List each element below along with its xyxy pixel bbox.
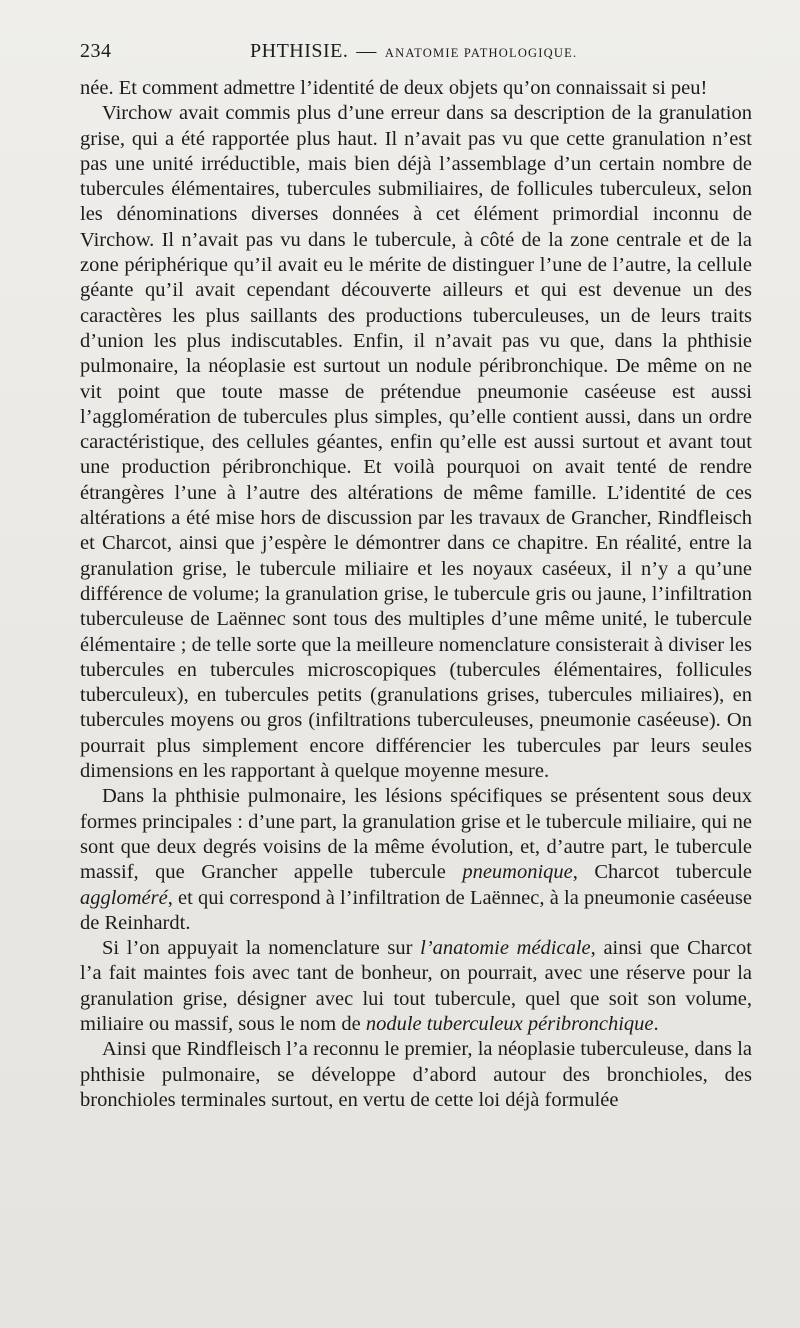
- italic-term: aggloméré: [80, 886, 168, 909]
- text-run: .: [653, 1012, 659, 1035]
- body-text: [80, 76, 752, 1113]
- italic-term: pneumonique: [462, 861, 573, 884]
- paragraph: [80, 76, 752, 101]
- page-number: 234: [80, 40, 112, 62]
- text-run: Virchow avait commis plus d’une erreur dans sa description de la granulation grise, qui a été rapportée plus haut. Il n’avait pas vu que cette granulation n’est pas une unité irréductible, mais bien déjà l’assemblage d’un certain nombre de tubercules élémentaires, tubercules submiliaires, de follicules tuberculeux, selon les dénominations diverses données à cet élément primordial inconnu de Virchow. Il n’avait pas vu dans le tubercule, à côté de la zone centrale et de la zone périphérique qu’il avait eu le mérite de distinguer l’une de l’autre, la cellule géante qu’il avait cependant découverte ailleurs et qui est devenue un des caractères les plus saillants des productions tuberculeuses, un de leurs traits d’union les plus indiscutables. Enfin, il n’avait pas vu que, dans la phthisie pulmonaire, la néoplasie est surtout un nodule péribronchique. De même on ne vit point que toute masse de prétendue pneumonie caséeuse est aussi l’agglomération de tubercules plus simples, qu’elle contient aussi, dans un ordre caractéristique, des cellules géantes, enfin qu’elle est aussi surtout et avant tout une production péribronchique. Et voilà pourquoi on avait tenté de rendre étrangères l’une à l’autre des altérations de même famille. L’identité de ces altérations a été mise hors de discussion par les travaux de Grancher, Rindfleisch et Charcot, ainsi que j’espère le démontrer dans ce chapitre. En réalité, entre la granulation grise, le tubercule miliaire et les noyaux caséeux, il n’y a qu’une différence de volume; la granulation grise, le tubercule gris ou jaune, l’infiltration tuberculeuse de Laënnec sont tous des multiples d’une même unité, le tubercule élémentaire ; de telle sorte que la meilleure nomenclature consisterait à diviser les tubercules en tubercules microscopiques (tubercules élémentaires, follicules tuberculeux), en tubercules petits (granulations grises, tubercules miliaires), en tubercules moyens ou gros (infiltrations tuberculeuses, pneumonie caséeuse). On pourrait plus simplement encore différencier les tubercules par leurs seules dimensions en les rapportant à quelque moyenne mesure.: [80, 102, 752, 783]
- paragraph: [80, 101, 752, 784]
- paragraph: [80, 1037, 752, 1113]
- text-run: Si l’on appuyait la nomenclature sur: [102, 937, 421, 960]
- header-separator: —: [356, 40, 377, 62]
- paragraph: [80, 936, 752, 1037]
- text-run: née. Et comment admettre l’identité de deux objets qu’on connaissait si peu!: [80, 77, 708, 99]
- running-title: PHTHISIE.: [250, 40, 349, 62]
- running-subtitle: ANATOMIE PATHOLOGIQUE.: [384, 46, 578, 60]
- italic-term: nodule tuberculeux péribronchique: [365, 1012, 654, 1035]
- text-run: Ainsi que Rindfleisch l’a reconnu le premier, la néoplasie tuberculeuse, dans la phthisie pulmonaire, se développe d’abord autour des bronchioles, des bronchioles terminales surtout, en vertu de cette loi déjà formulée: [80, 1038, 752, 1111]
- text-run: , Charcot tubercule: [572, 861, 752, 884]
- text-run: Dans la phthisie pulmonaire, les lésions spécifiques se présentent sous deux formes principales : d’une part, la granulation grise et le tubercule miliaire, qui ne sont que deux degrés voisins de la même évolution, et, d’autre part, le tubercule massif, que Grancher appelle tubercule: [80, 785, 752, 884]
- running-header: [80, 40, 752, 76]
- text-run: , et qui correspond à l’infiltration de Laënnec, à la pneumonie caséeuse de Reinhardt.: [80, 886, 752, 934]
- paragraph: [80, 784, 752, 936]
- italic-term: l’anatomie médicale: [420, 937, 591, 960]
- text-run: , ainsi que Charcot l’a fait maintes fois avec tant de bonheur, on pourrait, avec une réserve pour la granulation grise, désigner avec lui tout tubercule, quel que soit son volume, miliaire ou massif, sous le nom de: [80, 937, 752, 1035]
